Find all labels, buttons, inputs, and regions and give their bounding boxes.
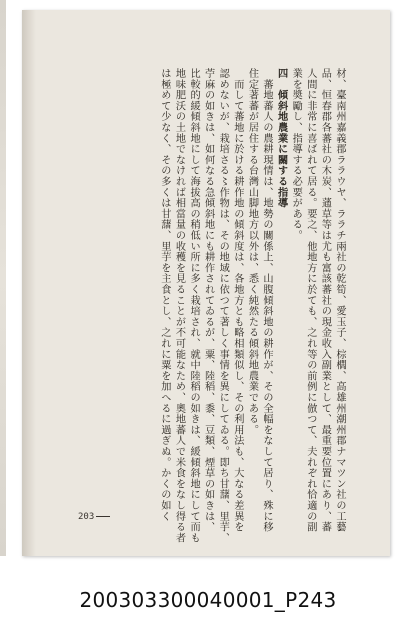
book-page [22, 10, 390, 556]
text-line-6: 住定著蕃が居住する台灣山脚地方以外は、悉く純然たる傾斜地農業である。 [246, 68, 258, 436]
adjacent-page-edge [0, 0, 6, 556]
page-gutter-shadow [22, 10, 36, 556]
text-line-7: 而して蕃地に於ける耕作地の傾斜度は、各地方とも略相類似し、その利用法も、大なる差異を [231, 68, 243, 533]
section-heading: 四 傾斜地農業に關する指導 [275, 68, 287, 209]
text-line-3: 人間に非常に喜ばれて居る。要之、他地方に於ても、之れ等の前例に倣つて、夫れぞれ恰適の副 [304, 68, 316, 533]
text-line-2: 品、恒春郡各蕃社の木炭、蓪草等は尤も富該蕃社の現金收入副業として、最重要位置にあり、蕃 [319, 68, 331, 533]
text-line-8: 認めないが、栽培さる〻作物は、その地域に依つて著しく事情を異にしてゐる。即ち甘藷、里芋、 [217, 68, 229, 544]
text-line-10: 比較的緩傾斜地にして海拔高の稍低い所に多く栽培され、就中陸稻の如きは、緩傾斜地にして而も [188, 68, 200, 544]
text-line-11: 地味肥沃の土地でなければ相當量の收穫を見ることが不可能なため、奧地蕃人で米食をなし得る者 [173, 68, 185, 544]
page-number-dash [96, 516, 110, 517]
page-number-value: 203 [78, 512, 95, 522]
image-id-caption: 200303300040001_P243 [79, 588, 337, 612]
text-line-9: 苧麻の如きは、如何なる急傾斜地にも耕作されてゐるが、粟、陸稻、黍、豆類、煙草の如きは、 [202, 68, 214, 533]
text-line-4: 業を奬勵し、指導する必要がある。 [290, 68, 302, 241]
text-line-5: 蕃地蕃人の農耕現情は、地勢の關係上、山腹傾斜地の耕作が、その全幅をなして居り、殊に移 [261, 68, 273, 533]
text-line-12: は極めて少なく、その多くは甘藷、里芋を主食とし、之れに粟を加へるに過ぎぬ。かくの如く [158, 68, 170, 522]
page-number [78, 512, 110, 522]
vertical-text-body [156, 68, 346, 544]
text-line-1: 材、臺南州嘉義郡ララウヤ、ララチ兩社の乾筍、愛玉子、棕櫚、高雄州潮州郡ナマツン社の工藝 [334, 68, 345, 533]
